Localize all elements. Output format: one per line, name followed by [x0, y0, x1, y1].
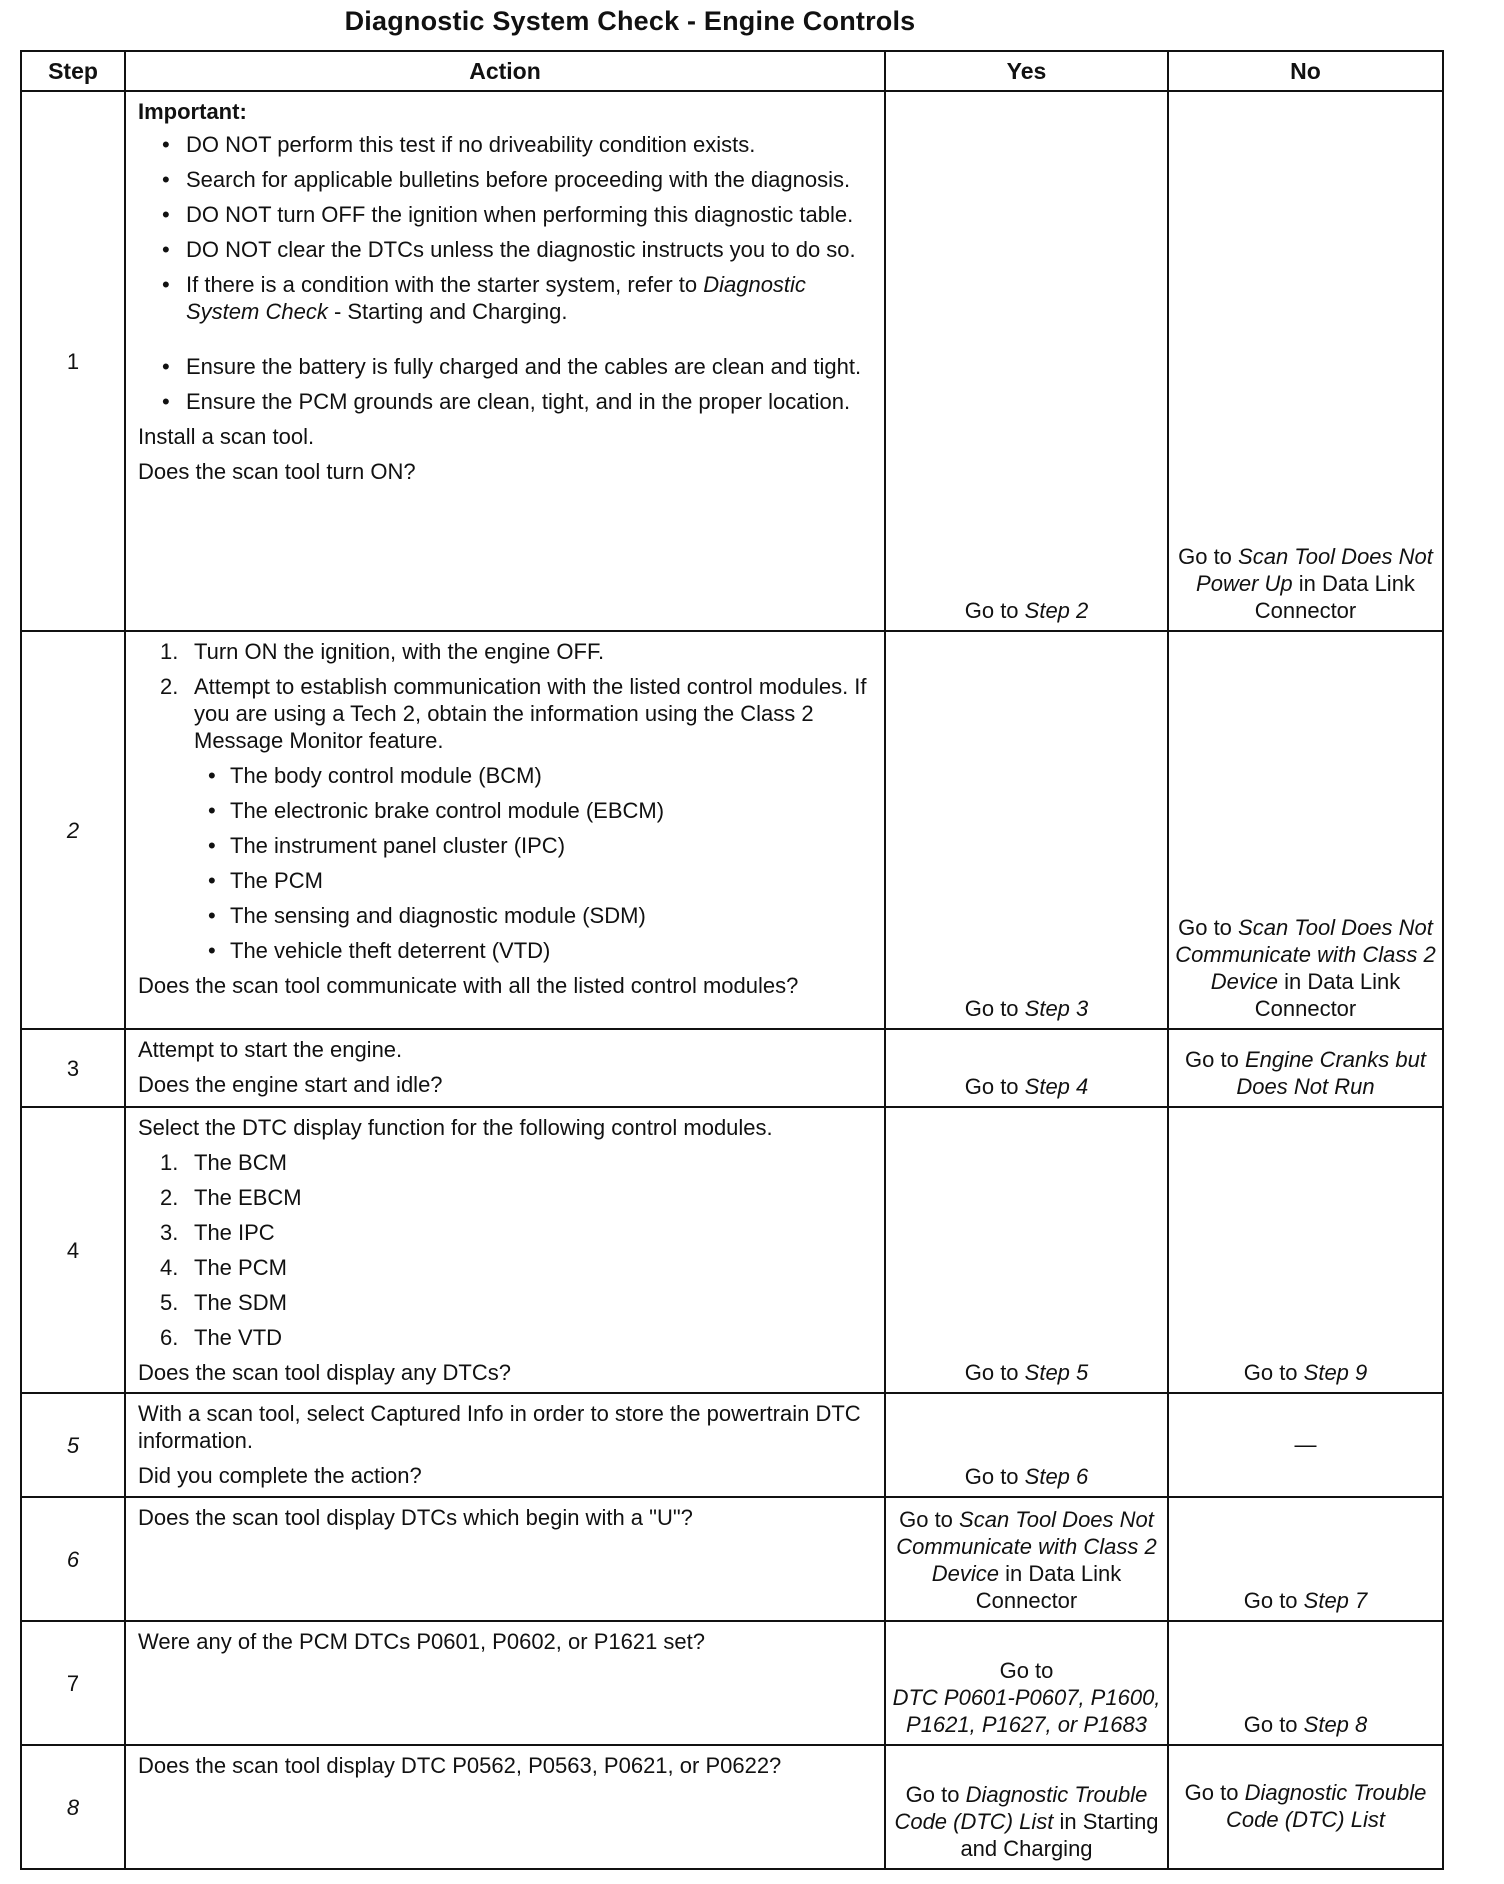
list-item: • The PCM: [138, 867, 874, 894]
question-text: Does the engine start and idle?: [138, 1072, 443, 1097]
step-number: 2: [21, 631, 125, 1029]
list-item: • The electronic brake control module (EBCM): [138, 797, 874, 824]
item-text: The IPC: [194, 1220, 275, 1245]
text: in Data Link Connector: [975, 1561, 1122, 1613]
action-cell: [125, 631, 885, 1029]
instruction-text: Select the DTC display function for the following control modules.: [138, 1115, 773, 1140]
text: Go to: [905, 1782, 966, 1807]
list-item: [138, 1324, 874, 1351]
procedure-link[interactable]: DTC P0601-P0607, P1600, P1621, P1627, or P1683: [892, 1685, 1161, 1737]
question-text: Did you complete the action?: [138, 1463, 422, 1488]
text: Go to: [1185, 1047, 1245, 1072]
list-item: [138, 1289, 874, 1316]
action-cell: [125, 1621, 885, 1745]
no-cell: [1168, 1621, 1443, 1745]
list-item: • Ensure the battery is fully charged and the cables are clean and tight.: [138, 353, 874, 380]
yes-cell: [885, 91, 1168, 631]
text: in Starting and Charging: [960, 1809, 1159, 1861]
text: Go to: [1178, 544, 1239, 569]
action-cell: [125, 1497, 885, 1621]
text: Go to: [1178, 915, 1239, 940]
procedure-link[interactable]: Engine Cranks but Does Not Run: [1236, 1047, 1426, 1099]
yes-cell: [885, 1745, 1168, 1869]
table-row: [21, 631, 1443, 1029]
question-text: Does the scan tool display any DTCs?: [138, 1360, 511, 1385]
question-text: Were any of the PCM DTCs P0601, P0602, or P1621 set?: [138, 1629, 706, 1654]
action-cell: [125, 1745, 885, 1869]
list-item: • The body control module (BCM): [138, 762, 874, 789]
text: Go to: [1243, 1360, 1304, 1385]
list-item: [138, 638, 874, 665]
instruction-text: Install a scan tool.: [138, 424, 315, 449]
text: in Data Link Connector: [1254, 969, 1401, 1021]
table-row: [21, 1745, 1443, 1869]
table-row: [21, 1393, 1443, 1497]
module-list: [138, 762, 874, 964]
item-number: 5.: [160, 1290, 179, 1315]
procedure-link[interactable]: Scan Tool Does Not Power Up: [1196, 544, 1433, 596]
no-cell: [1168, 1745, 1443, 1869]
header-action: Action: [125, 51, 885, 91]
step-number: 7: [21, 1621, 125, 1745]
step-link[interactable]: Step 5: [1024, 1360, 1089, 1385]
no-cell: [1168, 1497, 1443, 1621]
bullet-list: [138, 353, 874, 415]
numbered-list: [138, 1149, 874, 1351]
step-link[interactable]: Step 7: [1303, 1588, 1368, 1613]
text: in Data Link Connector: [1254, 571, 1415, 623]
no-cell: [1168, 91, 1443, 631]
list-item: [138, 673, 874, 754]
text: Go to: [964, 1464, 1025, 1489]
yes-cell: [885, 1029, 1168, 1107]
header-row: [21, 51, 1443, 91]
step-number: 8: [21, 1745, 125, 1869]
item-number: 6.: [160, 1325, 179, 1350]
question-text: Does the scan tool display DTCs which begin with a "U"?: [138, 1505, 693, 1530]
list-item: • Ensure the PCM grounds are clean, tight, and in the proper location.: [138, 388, 874, 415]
item-number: 4.: [160, 1255, 179, 1280]
item-text: The VTD: [194, 1325, 283, 1350]
text: - Starting and Charging.: [327, 299, 568, 324]
instruction-text: With a scan tool, select Captured Info in order to store the powertrain DTC information.: [138, 1401, 861, 1453]
text: Go to: [964, 1074, 1025, 1099]
important-label: Important:: [138, 99, 247, 124]
table-row: [21, 1497, 1443, 1621]
procedure-link[interactable]: Scan Tool Does Not Communicate with Class 2 Device: [1175, 915, 1436, 994]
text: Go to: [964, 996, 1025, 1021]
step-number: 3: [21, 1029, 125, 1107]
action-cell: [125, 1393, 885, 1497]
yes-cell: [885, 1107, 1168, 1393]
list-item: [138, 1219, 874, 1246]
header-no: No: [1168, 51, 1443, 91]
table-row: [21, 91, 1443, 631]
step-number: 6: [21, 1497, 125, 1621]
procedure-link[interactable]: Diagnostic Trouble Code (DTC) List: [1226, 1780, 1427, 1832]
list-item: [138, 1149, 874, 1176]
diagnostic-table: [20, 50, 1444, 1870]
text: Go to: [964, 1360, 1025, 1385]
yes-cell: [885, 631, 1168, 1029]
table-row: [21, 1029, 1443, 1107]
step-link[interactable]: Step 2: [1024, 598, 1089, 623]
item-number: 2.: [160, 1185, 179, 1210]
step-number: 1: [21, 91, 125, 631]
item-number: 2.: [160, 674, 179, 699]
bullet-list: [138, 131, 874, 325]
text: If there is a condition with the starter system, refer to: [186, 272, 704, 297]
table-row: [21, 1621, 1443, 1745]
reference-text: Diagnostic System Check: [186, 272, 806, 324]
question-text: Does the scan tool turn ON?: [138, 459, 416, 484]
step-link[interactable]: Step 9: [1303, 1360, 1368, 1385]
list-item: • The sensing and diagnostic module (SDM): [138, 902, 874, 929]
question-text: Does the scan tool display DTC P0562, P0563, P0621, or P0622?: [138, 1753, 782, 1778]
item-number: 3.: [160, 1220, 179, 1245]
list-item: • DO NOT perform this test if no driveability condition exists.: [138, 131, 874, 158]
text: Go to: [1243, 1712, 1304, 1737]
step-link[interactable]: Step 3: [1024, 996, 1089, 1021]
step-link[interactable]: Step 4: [1024, 1074, 1089, 1099]
item-text: The PCM: [194, 1255, 287, 1280]
question-text: Does the scan tool communicate with all the listed control modules?: [138, 973, 799, 998]
no-cell: —: [1168, 1393, 1443, 1497]
item-number: 1.: [160, 639, 179, 664]
text: Go to: [999, 1658, 1054, 1683]
list-item: [138, 1254, 874, 1281]
table-row: [21, 1107, 1443, 1393]
yes-cell: [885, 1497, 1168, 1621]
numbered-list: [138, 638, 874, 754]
step-number: 5: [21, 1393, 125, 1497]
procedure-link[interactable]: Scan Tool Does Not Communicate with Class 2 Device: [896, 1507, 1157, 1586]
yes-cell: [885, 1393, 1168, 1497]
no-cell: [1168, 1107, 1443, 1393]
action-cell: [125, 91, 885, 631]
header-yes: Yes: [885, 51, 1168, 91]
step-link[interactable]: Step 6: [1024, 1464, 1089, 1489]
action-cell: [125, 1029, 885, 1107]
list-item: • DO NOT clear the DTCs unless the diagnostic instructs you to do so.: [138, 236, 874, 263]
list-item: • The vehicle theft deterrent (VTD): [138, 937, 874, 964]
item-text: Turn ON the ignition, with the engine OFF.: [194, 639, 605, 664]
instruction-text: Attempt to start the engine.: [138, 1037, 403, 1062]
step-link[interactable]: Step 8: [1303, 1712, 1368, 1737]
no-cell: [1168, 1029, 1443, 1107]
item-text: The EBCM: [194, 1185, 302, 1210]
page-title: Diagnostic System Check - Engine Controls: [344, 6, 916, 36]
no-cell: [1168, 631, 1443, 1029]
text: Go to: [964, 598, 1025, 623]
list-item: [138, 1184, 874, 1211]
procedure-link[interactable]: Diagnostic Trouble Code (DTC) List: [894, 1782, 1148, 1834]
text: Go to: [899, 1507, 960, 1532]
list-item: • DO NOT turn OFF the ignition when performing this diagnostic table.: [138, 201, 874, 228]
header-step: Step: [21, 51, 125, 91]
yes-cell: [885, 1621, 1168, 1745]
text: Go to: [1243, 1588, 1304, 1613]
action-cell: [125, 1107, 885, 1393]
list-item: • The instrument panel cluster (IPC): [138, 832, 874, 859]
text: Go to: [1184, 1780, 1245, 1805]
item-text: Attempt to establish communication with the listed control modules. If you are using a Tech 2, obtain the information using the Class 2 Message Monitor feature.: [194, 674, 867, 753]
item-text: The SDM: [194, 1290, 287, 1315]
item-number: 1.: [160, 1150, 179, 1175]
step-number: 4: [21, 1107, 125, 1393]
item-text: The BCM: [194, 1150, 287, 1175]
list-item: [138, 271, 874, 325]
list-item: • Search for applicable bulletins before proceeding with the diagnosis.: [138, 166, 874, 193]
